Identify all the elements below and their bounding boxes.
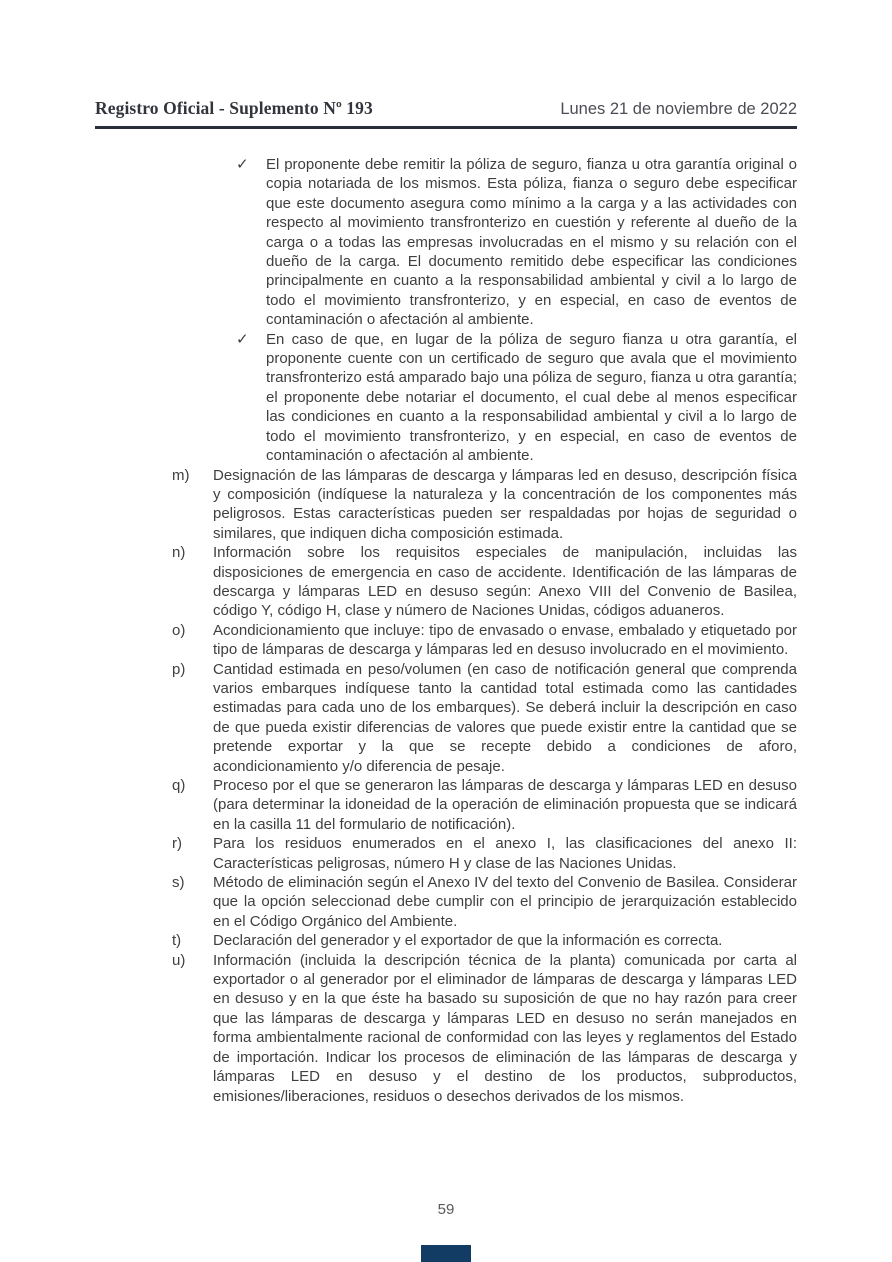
lettered-list-item [168, 776, 797, 834]
item-text: Información sobre los requisitos especiales de manipulación, incluidas las disposiciones de emergencia en caso de accidente. Identificación de las lámparas de descarga y lámparas LED en desuso según: Anexo VIII del Convenio de Basilea, código Y, código H, clase y número de Naciones Unidas, códigos aduaneros. [213, 544, 797, 620]
footer-accent-bar [421, 1245, 471, 1262]
item-marker: q) [172, 777, 186, 794]
item-marker: s) [172, 874, 185, 892]
gazette-date: Lunes 21 de noviembre de 2022 [560, 100, 797, 118]
lettered-list-item [168, 660, 797, 776]
lettered-list-item [168, 543, 797, 621]
item-text: Acondicionamiento que incluye: tipo de envasado o envase, embalado y etiquetado por tipo de lámparas de descarga y lámparas led en desuso involucrado en el movimiento. [213, 621, 797, 659]
lettered-list-item [168, 466, 797, 544]
item-text: Designación de las lámparas de descarga y lámparas led en desuso, descripción física y composición (indíquese la naturaleza y la concentración de los componentes más peligrosos. Estas características pueden ser respaldadas por hojas de seguridad o similares, que indiquen dicha composición estimada. [213, 466, 797, 542]
item-text: Cantidad estimada en peso/volumen (en caso de notificación general que comprenda varios embarques indíquese tanto la cantidad total estimada como las cantidades estimadas para cada uno de los embarques). Se deberá incluir la descripción en caso de que pueda existir diferencias de valores que puede existir entre la cantidad que se pretende exportar y la que se recepte debido a condiciones de aforo, acondicionamiento y/o diferencia de pesaje. [213, 660, 797, 775]
item-marker: r) [172, 835, 182, 853]
check-icon: ✓ [236, 156, 249, 173]
check-list-item [168, 155, 797, 330]
item-text: Información (incluida la descripción técnica de la planta) comunicada por carta al exportador o al generador por el eliminador de lámparas de descarga y lámparas LED en desuso y en la que éste ha basado su suposición de que no hay razón para creer que las lámparas de descarga y lámparas LED en desuso no serán manejados en forma ambientalmente racional de conformidad con las leyes y reglamentos del Estado de importación. Indicar los procesos de eliminación de las lámparas de descarga y lámparas LED en desuso y el destino de los productos, subproductos, emisiones/liberaciones, residuos o desechos derivados de los mismos. [213, 951, 797, 1105]
gazette-title: Registro Oficial - Suplemento Nº 193 [95, 98, 373, 118]
page-header [95, 0, 797, 129]
item-text: Para los residuos enumerados en el anexo I, las clasificaciones del anexo II: Características peligrosas, número H y clase de las Naciones Unidas. [213, 835, 797, 872]
lettered-list-item [168, 873, 797, 931]
check-icon: ✓ [236, 330, 249, 348]
check-item-text: El proponente debe remitir la póliza de seguro, fianza u otra garantía original o copia notariada de los mismos. Esta póliza, fianza o seguro debe especificar que este documento asegura como mínimo a la carga y a las actividades con respecto al movimiento transfronterizo en cuestión y referente al dueño de la carga o a todas las empresas involucradas en el mismo y su relación con el dueño de la carga. El documento remitido debe especificar las condiciones principalmente en cuanto a la responsabilidad ambiental y civil a lo largo de todo el movimiento transfronterizo, y en especial, en caso de eventos de contaminación o afectación al ambiente. [266, 156, 797, 329]
item-text: Método de eliminación según el Anexo IV del texto del Convenio de Basilea. Considerar que la opción seleccionad debe cumplir con el principio de jerarquización establecido en el Código Orgánico del Ambiente. [213, 874, 797, 930]
item-marker: t) [172, 932, 182, 950]
lettered-list-item [168, 621, 797, 660]
item-marker: o) [172, 621, 186, 639]
item-text: Declaración del generador y el exportador de que la información es correcta. [213, 932, 723, 950]
lettered-list-item [168, 951, 797, 1106]
item-marker: p) [172, 660, 186, 678]
document-body [168, 155, 797, 1106]
check-item-text: En caso de que, en lugar de la póliza de seguro fianza u otra garantía, el proponente cuente con un certificado de seguro que avala que el movimiento transfronterizo está amparado bajo una póliza de seguro, fianza u otra garantía; el proponente debe notariar el documento, el cual debe al menos especificar las condiciones en cuanto a la responsabilidad ambiental y civil a lo largo de todo el movimiento transfronterizo, y en especial, en caso de eventos de contaminación o afectación al ambiente. [266, 330, 797, 465]
item-marker: u) [172, 951, 186, 969]
item-text: Proceso por el que se generaron las lámparas de descarga y lámparas LED en desuso (para determinar la idoneidad de la operación de eliminación propuesta que se indicará en la casilla 11 del formulario de notificación). [213, 777, 797, 833]
item-marker: n) [172, 544, 186, 562]
page-number: 59 [437, 1201, 455, 1218]
lettered-list-item [168, 931, 797, 950]
check-list-item [168, 330, 797, 466]
item-marker: m) [172, 466, 190, 484]
lettered-list-item [168, 834, 797, 873]
